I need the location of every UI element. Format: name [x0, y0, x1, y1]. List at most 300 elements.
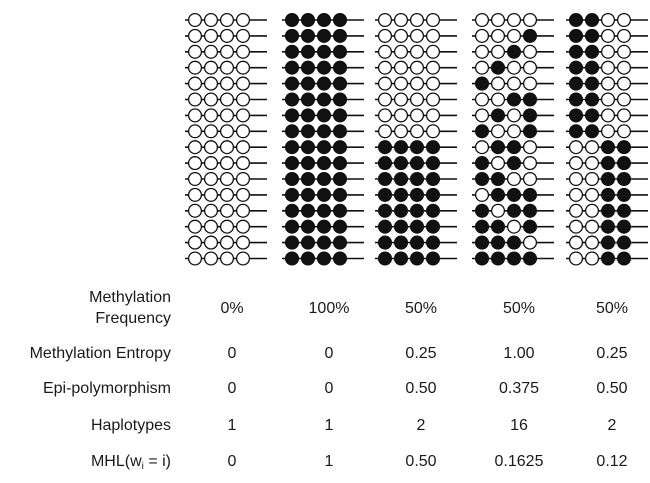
methylated-cpg	[286, 220, 299, 233]
methylated-cpg	[586, 61, 599, 74]
label-methylation-frequency	[89, 287, 171, 329]
value-frequency-col1: 0%	[220, 300, 244, 317]
unmethylated-cpg	[411, 45, 424, 58]
unmethylated-cpg	[379, 125, 392, 138]
unmethylated-cpg	[237, 77, 250, 90]
unmethylated-cpg	[205, 30, 218, 43]
methylated-cpg	[286, 77, 299, 90]
unmethylated-cpg	[395, 125, 408, 138]
methylated-cpg	[508, 236, 521, 249]
unmethylated-cpg	[189, 252, 202, 265]
methylated-cpg	[302, 189, 315, 202]
unmethylated-cpg	[570, 189, 583, 202]
unmethylated-cpg	[379, 93, 392, 106]
unmethylated-cpg	[476, 14, 489, 27]
value-entropy-col4: 1.00	[503, 345, 535, 362]
unmethylated-cpg	[379, 109, 392, 122]
unmethylated-cpg	[524, 14, 537, 27]
methylated-cpg	[570, 125, 583, 138]
methylated-cpg	[586, 109, 599, 122]
methylated-cpg	[334, 77, 347, 90]
unmethylated-cpg	[189, 173, 202, 186]
methylated-cpg	[379, 173, 392, 186]
methylated-cpg	[492, 61, 505, 74]
methylated-cpg	[334, 45, 347, 58]
value-haplotypes-col5: 2	[607, 417, 617, 434]
methylated-cpg	[411, 173, 424, 186]
methylated-cpg	[302, 109, 315, 122]
methylated-cpg	[508, 157, 521, 170]
unmethylated-cpg	[570, 220, 583, 233]
unmethylated-cpg	[237, 204, 250, 217]
methylated-cpg	[524, 109, 537, 122]
methylated-cpg	[318, 204, 331, 217]
unmethylated-cpg	[508, 30, 521, 43]
unmethylated-cpg	[221, 236, 234, 249]
methylated-cpg	[524, 189, 537, 202]
unmethylated-cpg	[221, 220, 234, 233]
unmethylated-cpg	[395, 14, 408, 27]
pattern-50pct-two-haplotypes	[375, 14, 457, 265]
unmethylated-cpg	[427, 61, 440, 74]
methylated-cpg	[379, 141, 392, 154]
value-epipoly-col3: 0.50	[405, 380, 437, 397]
methylated-cpg	[286, 189, 299, 202]
unmethylated-cpg	[411, 125, 424, 138]
unmethylated-cpg	[205, 77, 218, 90]
methylated-cpg	[476, 173, 489, 186]
methylated-cpg	[524, 252, 537, 265]
value-frequency-col5: 50%	[595, 300, 629, 317]
methylated-cpg	[286, 14, 299, 27]
unmethylated-cpg	[586, 173, 599, 186]
methylated-cpg	[286, 236, 299, 249]
value-epipoly-col4: 0.375	[498, 380, 540, 397]
value-mhl-col4: 0.1625	[494, 453, 544, 470]
unmethylated-cpg	[618, 93, 631, 106]
unmethylated-cpg	[476, 93, 489, 106]
methylated-cpg	[411, 236, 424, 249]
methylated-cpg	[334, 141, 347, 154]
value-haplotypes-col3: 2	[416, 417, 426, 434]
unmethylated-cpg	[427, 93, 440, 106]
unmethylated-cpg	[570, 173, 583, 186]
methylated-cpg	[395, 236, 408, 249]
unmethylated-cpg	[205, 204, 218, 217]
methylated-cpg	[318, 157, 331, 170]
methylated-cpg	[570, 93, 583, 106]
unmethylated-cpg	[524, 45, 537, 58]
methylated-cpg	[602, 189, 615, 202]
methylated-cpg	[302, 45, 315, 58]
unmethylated-cpg	[427, 109, 440, 122]
value-mhl-col5: 0.12	[596, 453, 628, 470]
unmethylated-cpg	[205, 61, 218, 74]
unmethylated-cpg	[221, 93, 234, 106]
methylated-cpg	[476, 220, 489, 233]
methylated-cpg	[302, 173, 315, 186]
unmethylated-cpg	[586, 252, 599, 265]
methylated-cpg	[379, 220, 392, 233]
unmethylated-cpg	[395, 77, 408, 90]
unmethylated-cpg	[524, 173, 537, 186]
methylated-cpg	[286, 109, 299, 122]
unmethylated-cpg	[411, 14, 424, 27]
unmethylated-cpg	[427, 77, 440, 90]
unmethylated-cpg	[602, 45, 615, 58]
methylated-cpg	[524, 30, 537, 43]
methylated-cpg	[334, 109, 347, 122]
methylated-cpg	[602, 220, 615, 233]
methylated-cpg	[411, 189, 424, 202]
value-frequency-col3: 50%	[404, 300, 438, 317]
methylated-cpg	[334, 157, 347, 170]
unmethylated-cpg	[221, 125, 234, 138]
unmethylated-cpg	[237, 157, 250, 170]
unmethylated-cpg	[189, 109, 202, 122]
value-haplotypes-col4: 16	[510, 417, 528, 434]
unmethylated-cpg	[237, 14, 250, 27]
methylated-cpg	[302, 252, 315, 265]
unmethylated-cpg	[602, 14, 615, 27]
methylated-cpg	[318, 109, 331, 122]
unmethylated-cpg	[205, 189, 218, 202]
methylated-cpg	[476, 236, 489, 249]
unmethylated-cpg	[395, 93, 408, 106]
methylated-cpg	[334, 173, 347, 186]
methylated-cpg	[476, 125, 489, 138]
unmethylated-cpg	[205, 93, 218, 106]
methylated-cpg	[618, 141, 631, 154]
unmethylated-cpg	[411, 61, 424, 74]
methylated-cpg	[524, 93, 537, 106]
methylated-cpg	[286, 173, 299, 186]
unmethylated-cpg	[508, 14, 521, 27]
methylated-cpg	[302, 141, 315, 154]
methylated-cpg	[318, 45, 331, 58]
methylated-cpg	[618, 236, 631, 249]
methylated-cpg	[286, 252, 299, 265]
methylated-cpg	[286, 157, 299, 170]
unmethylated-cpg	[205, 109, 218, 122]
methylated-cpg	[570, 14, 583, 27]
unmethylated-cpg	[586, 236, 599, 249]
unmethylated-cpg	[586, 141, 599, 154]
unmethylated-cpg	[379, 45, 392, 58]
unmethylated-cpg	[189, 45, 202, 58]
unmethylated-cpg	[237, 93, 250, 106]
unmethylated-cpg	[618, 14, 631, 27]
unmethylated-cpg	[189, 220, 202, 233]
unmethylated-cpg	[237, 45, 250, 58]
methylated-cpg	[334, 14, 347, 27]
unmethylated-cpg	[602, 93, 615, 106]
unmethylated-cpg	[189, 204, 202, 217]
unmethylated-cpg	[221, 30, 234, 43]
unmethylated-cpg	[205, 125, 218, 138]
methylated-cpg	[302, 61, 315, 74]
unmethylated-cpg	[602, 125, 615, 138]
methylated-cpg	[508, 93, 521, 106]
unmethylated-cpg	[205, 45, 218, 58]
methylated-cpg	[492, 189, 505, 202]
methylated-cpg	[411, 204, 424, 217]
unmethylated-cpg	[602, 109, 615, 122]
methylated-cpg	[318, 125, 331, 138]
unmethylated-cpg	[492, 45, 505, 58]
unmethylated-cpg	[476, 109, 489, 122]
methylated-cpg	[508, 252, 521, 265]
label-haplotypes: Haplotypes	[90, 417, 171, 434]
methylated-cpg	[318, 93, 331, 106]
unmethylated-cpg	[492, 125, 505, 138]
unmethylated-cpg	[237, 125, 250, 138]
methylated-cpg	[302, 30, 315, 43]
unmethylated-cpg	[508, 77, 521, 90]
unmethylated-cpg	[570, 141, 583, 154]
unmethylated-cpg	[189, 141, 202, 154]
unmethylated-cpg	[586, 220, 599, 233]
unmethylated-cpg	[189, 189, 202, 202]
methylated-cpg	[302, 157, 315, 170]
methylated-cpg	[395, 173, 408, 186]
unmethylated-cpg	[476, 45, 489, 58]
unmethylated-cpg	[508, 125, 521, 138]
methylated-cpg	[379, 204, 392, 217]
methylated-cpg	[318, 141, 331, 154]
methylated-cpg	[318, 252, 331, 265]
methylated-cpg	[618, 204, 631, 217]
unmethylated-cpg	[524, 141, 537, 154]
value-frequency-col4: 50%	[502, 300, 536, 317]
unmethylated-cpg	[205, 157, 218, 170]
methylated-cpg	[427, 141, 440, 154]
methylated-cpg	[586, 45, 599, 58]
unmethylated-cpg	[602, 61, 615, 74]
unmethylated-cpg	[395, 45, 408, 58]
unmethylated-cpg	[221, 189, 234, 202]
unmethylated-cpg	[237, 109, 250, 122]
unmethylated-cpg	[237, 141, 250, 154]
unmethylated-cpg	[524, 157, 537, 170]
methylated-cpg	[318, 77, 331, 90]
pattern-50pct-sixteen-haplotypes	[472, 14, 554, 265]
unmethylated-cpg	[379, 61, 392, 74]
methylated-cpg	[476, 252, 489, 265]
unmethylated-cpg	[237, 252, 250, 265]
unmethylated-cpg	[395, 61, 408, 74]
label-epi-polymorphism: Epi-polymorphism	[42, 380, 171, 397]
unmethylated-cpg	[189, 30, 202, 43]
methylated-cpg	[286, 45, 299, 58]
unmethylated-cpg	[427, 30, 440, 43]
unmethylated-cpg	[427, 125, 440, 138]
unmethylated-cpg	[379, 30, 392, 43]
value-frequency-col2: 100%	[308, 300, 350, 317]
unmethylated-cpg	[618, 30, 631, 43]
methylated-cpg	[618, 173, 631, 186]
unmethylated-cpg	[492, 77, 505, 90]
methylated-cpg	[302, 93, 315, 106]
value-entropy-col5: 0.25	[596, 345, 628, 362]
methylated-cpg	[492, 236, 505, 249]
unmethylated-cpg	[618, 109, 631, 122]
value-haplotypes-col1: 1	[227, 417, 237, 434]
methylated-cpg	[570, 45, 583, 58]
methylated-cpg	[302, 77, 315, 90]
unmethylated-cpg	[586, 204, 599, 217]
unmethylated-cpg	[508, 109, 521, 122]
unmethylated-cpg	[586, 189, 599, 202]
unmethylated-cpg	[221, 173, 234, 186]
methylated-cpg	[602, 173, 615, 186]
unmethylated-cpg	[189, 125, 202, 138]
pattern-50pct-checkered	[566, 14, 648, 265]
unmethylated-cpg	[618, 61, 631, 74]
methylated-cpg	[286, 61, 299, 74]
label-mhl-subscript: i	[141, 461, 144, 472]
methylated-cpg	[286, 204, 299, 217]
unmethylated-cpg	[618, 45, 631, 58]
unmethylated-cpg	[237, 61, 250, 74]
methylated-cpg	[302, 220, 315, 233]
methylated-cpg	[427, 173, 440, 186]
value-mhl-col1: 0	[227, 453, 237, 470]
value-entropy-col3: 0.25	[405, 345, 437, 362]
label-methylation-entropy: Methylation Entropy	[29, 345, 171, 362]
methylated-cpg	[334, 220, 347, 233]
unmethylated-cpg	[395, 30, 408, 43]
methylated-cpg	[427, 204, 440, 217]
unmethylated-cpg	[476, 61, 489, 74]
methylated-cpg	[318, 14, 331, 27]
methylated-cpg	[395, 157, 408, 170]
unmethylated-cpg	[205, 173, 218, 186]
unmethylated-cpg	[205, 14, 218, 27]
methylated-cpg	[618, 220, 631, 233]
label-line: Frequency	[95, 310, 171, 327]
unmethylated-cpg	[237, 189, 250, 202]
methylated-cpg	[508, 189, 521, 202]
methylated-cpg	[570, 77, 583, 90]
unmethylated-cpg	[411, 93, 424, 106]
unmethylated-cpg	[395, 109, 408, 122]
methylated-cpg	[602, 236, 615, 249]
unmethylated-cpg	[602, 30, 615, 43]
label-line: Methylation	[89, 289, 171, 306]
methylated-cpg	[334, 61, 347, 74]
value-epipoly-col1: 0	[227, 380, 237, 397]
unmethylated-cpg	[189, 93, 202, 106]
unmethylated-cpg	[492, 93, 505, 106]
label-mhl-tail: = i)	[143, 453, 171, 470]
methylated-cpg	[318, 189, 331, 202]
unmethylated-cpg	[237, 30, 250, 43]
methylated-cpg	[302, 204, 315, 217]
methylated-cpg	[427, 220, 440, 233]
unmethylated-cpg	[221, 204, 234, 217]
methylated-cpg	[395, 252, 408, 265]
unmethylated-cpg	[492, 157, 505, 170]
methylated-cpg	[508, 45, 521, 58]
unmethylated-cpg	[570, 204, 583, 217]
methylated-cpg	[570, 30, 583, 43]
unmethylated-cpg	[492, 204, 505, 217]
value-epipoly-col2: 0	[324, 380, 334, 397]
methylated-cpg	[334, 189, 347, 202]
methylated-cpg	[302, 125, 315, 138]
methylated-cpg	[334, 236, 347, 249]
methylated-cpg	[524, 204, 537, 217]
unmethylated-cpg	[570, 157, 583, 170]
unmethylated-cpg	[508, 61, 521, 74]
value-epipoly-col5: 0.50	[596, 380, 628, 397]
methylated-cpg	[618, 252, 631, 265]
methylated-cpg	[492, 220, 505, 233]
unmethylated-cpg	[221, 14, 234, 27]
label-mhl	[91, 451, 171, 477]
methylated-cpg	[524, 220, 537, 233]
unmethylated-cpg	[411, 30, 424, 43]
methylated-cpg	[586, 14, 599, 27]
methylated-cpg	[618, 189, 631, 202]
value-mhl-col2: 1	[324, 453, 334, 470]
unmethylated-cpg	[237, 173, 250, 186]
unmethylated-cpg	[189, 14, 202, 27]
value-haplotypes-col2: 1	[324, 417, 334, 434]
methylated-cpg	[318, 236, 331, 249]
unmethylated-cpg	[189, 77, 202, 90]
methylated-cpg	[334, 204, 347, 217]
methylated-cpg	[302, 14, 315, 27]
label-mhl-main: MHL(w	[90, 453, 142, 470]
unmethylated-cpg	[221, 45, 234, 58]
methylated-cpg	[476, 204, 489, 217]
unmethylated-cpg	[524, 77, 537, 90]
methylated-cpg	[411, 252, 424, 265]
methylated-cpg	[334, 252, 347, 265]
methylated-cpg	[318, 220, 331, 233]
unmethylated-cpg	[476, 141, 489, 154]
unmethylated-cpg	[618, 125, 631, 138]
unmethylated-cpg	[570, 236, 583, 249]
value-entropy-col1: 0	[227, 345, 237, 362]
methylated-cpg	[286, 141, 299, 154]
methylated-cpg	[395, 189, 408, 202]
unmethylated-cpg	[476, 30, 489, 43]
methylated-cpg	[318, 173, 331, 186]
pattern-100pct	[282, 14, 364, 265]
methylated-cpg	[286, 93, 299, 106]
methylated-cpg	[492, 252, 505, 265]
unmethylated-cpg	[570, 252, 583, 265]
unmethylated-cpg	[205, 141, 218, 154]
methylated-cpg	[318, 30, 331, 43]
value-mhl-col3: 0.50	[405, 453, 437, 470]
methylated-cpg	[379, 236, 392, 249]
unmethylated-cpg	[221, 157, 234, 170]
value-entropy-col2: 0	[324, 345, 334, 362]
methylated-cpg	[379, 189, 392, 202]
unmethylated-cpg	[492, 30, 505, 43]
unmethylated-cpg	[189, 157, 202, 170]
unmethylated-cpg	[618, 77, 631, 90]
methylated-cpg	[586, 125, 599, 138]
methylated-cpg	[586, 93, 599, 106]
methylated-cpg	[379, 157, 392, 170]
unmethylated-cpg	[221, 77, 234, 90]
methylated-cpg	[508, 141, 521, 154]
